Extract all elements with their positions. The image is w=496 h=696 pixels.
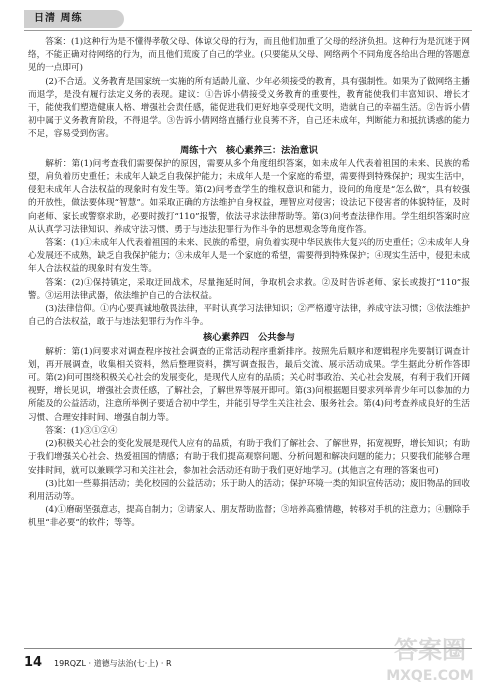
answer-content [28, 36, 470, 636]
watermark-logo [370, 630, 490, 690]
answer-paragraph: (2)积极关心社会的变化发展是现代人应有的品质，有助于我们了解社会、了解世界，拓宽视野，增长知识；有助于我们增强关心社会、热爱祖国的情感；有助于我们提高观察问题、分析问题和解决问题的能力；只要我们能够合理安排时间，就可以兼顾学习和关注社会，参加社会活动还有助于我们更好地学习。(其他言之有理的答案也可) [28, 439, 470, 476]
page-header [24, 8, 472, 31]
page-number: 14 [24, 655, 43, 670]
answer-paragraph: (3)比如一些募捐活动；美化校园的公益活动；乐于助人的活动；保护环境一类的知识宣传活动；废旧物品的回收利用活动等。 [28, 478, 470, 502]
book-code: 19RQZL · 道德与法治(七·上) · R [54, 659, 172, 668]
answer-paragraph: 答案：(1)①未成年人代表着祖国的未来、民族的希望，肩负着实现中华民族伟大复兴的历史重任；②未成年人身心发展还不成熟，缺乏自我保护能力；③未成年人是一个家庭的希望，需要得到特殊保护；④现实生活中，侵犯未成年人合法权益的现象时有发生等。 [28, 238, 470, 275]
section-title: 核心素养四 公共参与 [203, 332, 295, 344]
answer-paragraph: 答案：(1)③①②④ [45, 425, 118, 436]
answer-paragraph: 解析：第(1)问考查我们需要保护的原因，需要从多个角度组织答案，如未成年人代表着祖国的未来、民族的希望，肩负着历史重任；未成年人缺乏自我保护能力；未成年人是一个家庭的希望，需要得到特殊保护；现实生活中，侵犯未成年人合法权益的现象时有发生等。第(2)问考查学生的维权意识和能力，设问的角度是“怎么做”，具有较强的开放性，做法要体现“智慧”。如采取正确的方法维护自身权益，理智应对侵害；设法记下侵害者的体貌特征，及时向老师、家长或警察求助，必要时拨打“110”报警，依法寻求法律帮助等。第(3)问考查法律作用。学生组织答案时应从认真学习法律知识、养成守法习惯、勇于与违法犯罪行为作斗争的思想观念等角度作答。 [28, 158, 470, 235]
answer-paragraph: 答案：(1)这种行为是不懂得孝敬父母、体谅父母的行为，而且他们加重了父母的经济负担。这种行为是沉迷于网络，不能正确对待网络的行为，而且他们荒废了自己的学业。(只要能从父母、网络两个不同角度各给出合理的答题意见的一点即可) [28, 37, 470, 74]
watermark-line2: MXQE.COM [386, 668, 474, 684]
answer-paragraph: (3)法律信仰。①内心要真诚地敬畏法律，平时认真学习法律知识；②严格遵守法律，养成守法习惯；③依法维护自己的合法权益，敢于与违法犯罪行为作斗争。 [28, 304, 470, 328]
answer-paragraph: (2)不合适。义务教育是国家统一实施的所有适龄儿童、少年必须接受的教育，具有强制性。如果为了做网络主播而退学，是没有履行法定义务的表现。建议：①告诉小倩接受义务教育的重要性，教育能使我们丰富知识、增长才干，能使我们塑造健康人格、增强社会责任感，能促进我们更好地享受现代文明，造就自己的幸福生活。②告诉小倩初中属于义务教育阶段，不得退学。③告诉小倩网络直播行业良莠不齐，自己还未成年，判断能力和抵抗诱惑的能力不足，容易受到伤害。 [28, 76, 470, 140]
answer-paragraph: (4)①磨砺坚强意志，提高自制力；②请家人、朋友帮助监督；③培养高雅情趣，转移对手机的注意力；④删除手机里“非必要”的软件；等等。 [28, 505, 470, 529]
watermark-line1: 答案圈 [394, 636, 466, 664]
section-title: 周练十六 核心素养三：法治意识 [180, 144, 318, 156]
answer-paragraph: 解析：第(1)问要求对调查程序按社会调查的正常活动程序重新排序。按照先后顺序和逻辑程序先要制订调查计划，再开展调查，收集相关资料，然后整理资料，撰写调查报告，最后交流、展示活动成果。学生据此分析作答即可。第(2)问可围绕积极关心社会的发展变化，是现代人应有的品质；关心时事政治、关心社会发展，有利于我们开阔视野，增长见识，增强社会责任感，了解社会，了解世界等展开即可。第(3)问根据题目要求列举青少年可以参加的力所能及的公益活动，注意所举例子要适合初中学生，并能引导学生关注社会、服务社会。第(4)问考查养成良好的生活习惯、合理安排时间、增强自制力等。 [28, 346, 470, 423]
header-tab: 日清 周练 [24, 10, 124, 28]
answer-paragraph: 答案：(2)①保持镇定，采取迂回战术，尽量拖延时间，争取机会求救。②及时告诉老师、家长或拨打“110”报警。③运用法律武器，依法维护自己的合法权益。 [28, 277, 470, 301]
